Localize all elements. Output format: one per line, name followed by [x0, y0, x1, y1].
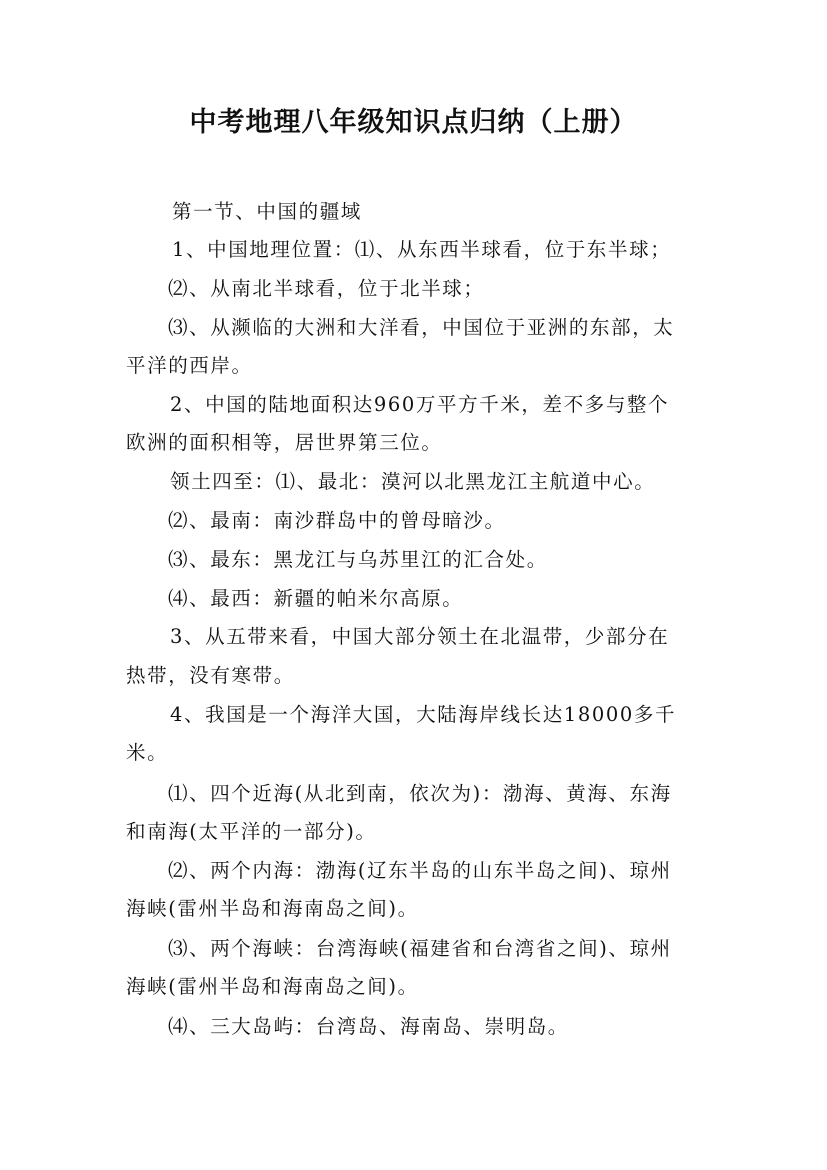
text-line: ⑷、最西：新疆的帕米尔高原。	[168, 587, 464, 610]
text-line: 米。	[126, 741, 169, 764]
text-line: 热带，没有寒带。	[126, 664, 295, 687]
text-line: ⑶、最东：黑龙江与乌苏里江的汇合处。	[168, 548, 548, 571]
text-line: 和南海(太平洋的一部分)。	[126, 820, 377, 843]
text-line: 平洋的西岸。	[126, 354, 253, 377]
text-line: ⑴、四个近海(从北到南，依次为)：渤海、黄海、东海	[168, 782, 672, 805]
section-heading: 第一节、中国的疆域	[172, 200, 362, 223]
text-line: ⑵、从南北半球看，位于北半球；	[168, 277, 485, 300]
text-line: ⑶、从濒临的大洲和大洋看，中国位于亚洲的东部，太	[168, 316, 675, 339]
text-line: 3、从五带来看，中国大部分领土在北温带，少部分在	[170, 625, 670, 648]
text-line: 4、我国是一个海洋大国，大陆海岸线长达18000多千	[170, 703, 677, 726]
text-line: 2、中国的陆地面积达960万平方千米，差不多与整个	[170, 393, 670, 416]
text-line: ⑶、两个海峡：台湾海峡(福建省和台湾省之间)、琼州	[168, 937, 672, 960]
text-line: 欧洲的面积相等，居世界第三位。	[126, 431, 443, 454]
text-line: ⑷、三大岛屿：台湾岛、海南岛、崇明岛。	[168, 1015, 569, 1038]
text-line: 海峡(雷州半岛和海南岛之间)。	[126, 975, 419, 998]
text-line: 海峡(雷州半岛和海南岛之间)。	[126, 897, 419, 920]
text-line: 1、中国地理位置：⑴、从东西半球看，位于东半球；	[172, 238, 672, 261]
text-line: 领土四至：⑴、最北：漠河以北黑龙江主航道中心。	[170, 470, 656, 493]
text-line: ⑵、最南：南沙群岛中的曾母暗沙。	[168, 509, 506, 532]
text-line: ⑵、两个内海：渤海(辽东半岛的山东半岛之间)、琼州	[168, 859, 672, 882]
page-title: 中考地理八年级知识点归纳（上册）	[189, 107, 638, 138]
